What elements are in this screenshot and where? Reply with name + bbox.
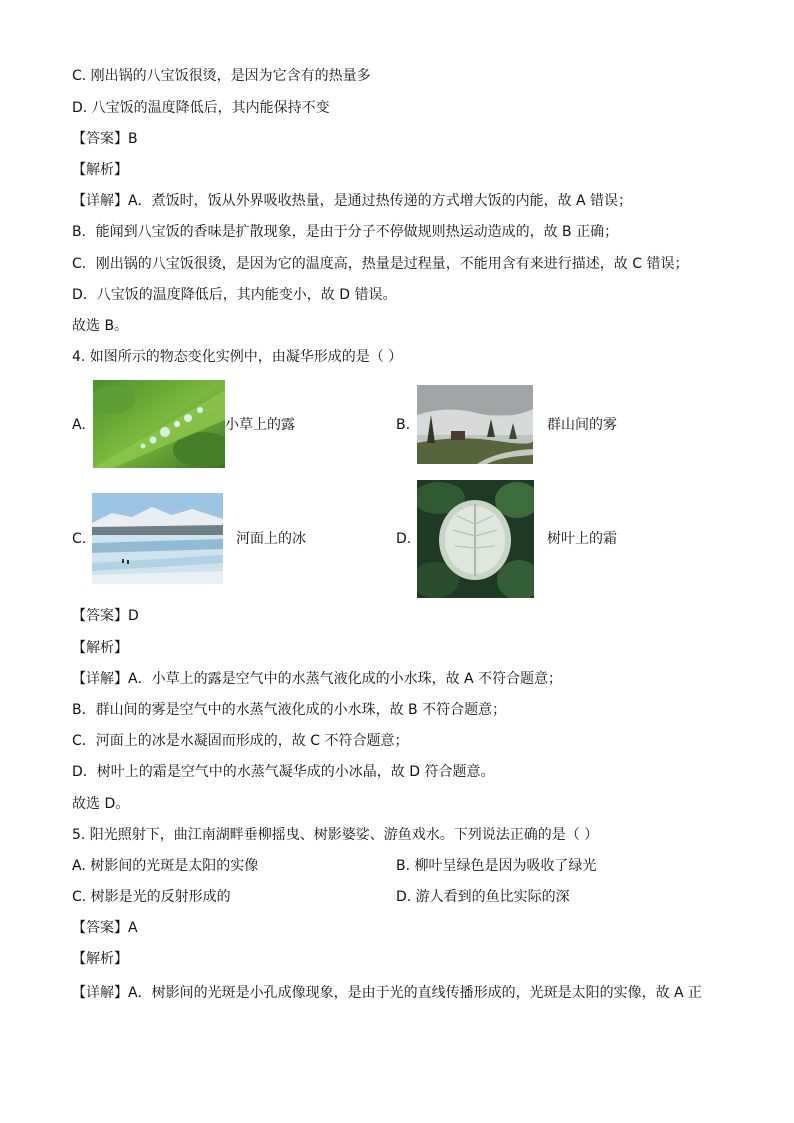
q5-option-a: A. 树影间的光斑是太阳的实像 bbox=[72, 858, 259, 874]
q3-detail-a: 【详解】A．煮饭时，饭从外界吸收热量，是通过热传递的方式增大饭的内能，故 A 错误； bbox=[72, 193, 633, 209]
q5-option-b: B. 柳叶呈绿色是因为吸收了绿光 bbox=[396, 858, 597, 874]
q3-option-c: C. 刚出锅的八宝饭很烫，是因为它含有的热量多 bbox=[72, 68, 371, 84]
fog-between-mountains-photo bbox=[417, 385, 533, 464]
q4-answer: 【答案】D bbox=[72, 608, 139, 624]
q4-option-b-caption: 群山间的雾 bbox=[547, 417, 617, 433]
q4-option-d-letter: D. bbox=[396, 531, 412, 547]
q3-analysis-heading: 【解析】 bbox=[72, 162, 128, 178]
q4-detail-d: D．树叶上的霜是空气中的水蒸气凝华成的小冰晶，故 D 符合题意。 bbox=[72, 764, 495, 780]
q5-detail-a: 【详解】A．树影间的光斑是小孔成像现象，是由于光的直线传播形成的，光斑是太阳的实像，故 A 正 bbox=[72, 985, 703, 1001]
q5-option-d: D. 游人看到的鱼比实际的深 bbox=[396, 889, 570, 905]
q5-analysis-heading: 【解析】 bbox=[72, 951, 128, 967]
q4-stem: 4. 如图所示的物态变化实例中，由凝华形成的是（ ） bbox=[72, 349, 403, 365]
q4-detail-c: C．河面上的冰是水凝固而形成的，故 C 不符合题意； bbox=[72, 733, 409, 749]
q5-option-c: C. 树影是光的反射形成的 bbox=[72, 889, 231, 905]
q4-detail-a: 【详解】A．小草上的露是空气中的水蒸气液化成的小水珠，故 A 不符合题意； bbox=[72, 671, 563, 687]
dew-on-grass-photo bbox=[93, 380, 225, 468]
q4-option-c-caption: 河面上的冰 bbox=[236, 531, 306, 547]
frost-on-leaf-photo bbox=[417, 480, 534, 598]
q3-detail-b: B．能闻到八宝饭的香味是扩散现象，是由于分子不停做规则热运动造成的，故 B 正确； bbox=[72, 224, 619, 240]
q4-option-b-letter: B. bbox=[396, 417, 411, 433]
q3-detail-d: D．八宝饭的温度降低后，其内能变小，故 D 错误。 bbox=[72, 287, 397, 303]
q4-choice: 故选 D。 bbox=[72, 796, 130, 812]
q3-detail-c: C．刚出锅的八宝饭很烫，是因为它的温度高，热量是过程量，不能用含有来进行描述，故 C 错误； bbox=[72, 256, 689, 272]
q4-analysis-heading: 【解析】 bbox=[72, 640, 128, 656]
q3-choice: 故选 B。 bbox=[72, 318, 129, 334]
q3-answer: 【答案】B bbox=[72, 131, 138, 147]
q4-option-c-letter: C. bbox=[72, 531, 87, 547]
ice-on-river-photo bbox=[92, 493, 223, 584]
q5-stem: 5. 阳光照射下，曲江南湖畔垂柳摇曳、树影婆娑、游鱼戏水。下列说法正确的是（ ） bbox=[72, 827, 599, 843]
q4-option-d-caption: 树叶上的霜 bbox=[547, 531, 617, 547]
q5-answer: 【答案】A bbox=[72, 920, 138, 936]
q3-option-d: D. 八宝饭的温度降低后，其内能保持不变 bbox=[72, 100, 330, 116]
q4-detail-b: B．群山间的雾是空气中的水蒸气液化成的小水珠，故 B 不符合题意； bbox=[72, 702, 507, 718]
q4-option-a-letter: A. bbox=[72, 417, 86, 433]
q4-option-a-caption: 小草上的露 bbox=[225, 417, 295, 433]
